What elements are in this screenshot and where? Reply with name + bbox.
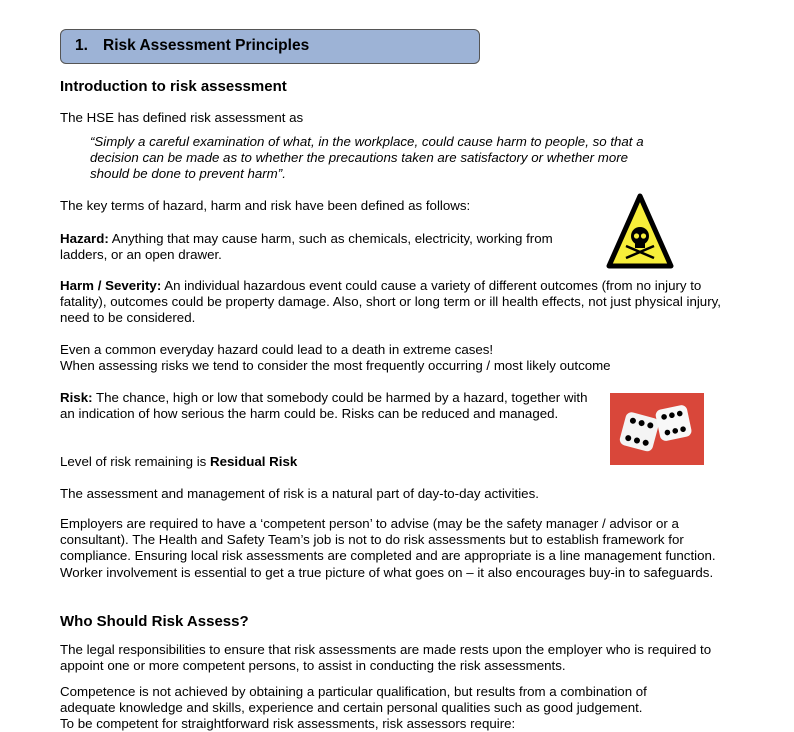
hazard-definition [60, 231, 590, 263]
risk-text: The chance, high or low that somebody could be harmed by a hazard, together with an indication of how serious the harm could be. Risks can be reduced and managed. [60, 390, 588, 422]
toxic-warning-icon [606, 192, 674, 272]
risk-definition [60, 390, 590, 422]
residual-bold: Residual Risk [210, 454, 298, 469]
competence-paragraph: Competence is not achieved by obtaining a particular qualification, but results from a combination of adequate knowledge and skills, experience and certain personal qualities such as good judgement. [60, 684, 647, 716]
harm-definition [60, 278, 740, 327]
natural-part: The assessment and management of risk is a natural part of day-to-day activities. [60, 486, 539, 501]
harm-text: An individual hazardous event could cause a variety of different outcomes (from no injury to fatality), outcomes could be property damage. Also, short or long term or ill health effects, not just physical injury, need to be considered. [60, 278, 721, 326]
hazard-label: Hazard: [60, 231, 109, 246]
competent-line: To be competent for straightforward risk assessments, risk assessors require: [60, 716, 516, 731]
even-line-2: When assessing risks we tend to consider the most frequently occurring / most likely outcome [60, 358, 611, 373]
section-header [60, 29, 480, 64]
section-title: Risk Assessment Principles [103, 37, 310, 54]
harm-label: Harm / Severity: [60, 278, 162, 293]
section-number: 1. [75, 37, 88, 54]
employers-paragraph: Employers are required to have a ‘competent person’ to advise (may be the safety manager / advisor or a consultant). The Health and Safety Team’s job is not to do risk assessments but to establish framework for compliance. Ensuring local risk assessments are completed and are appropriate is a line management function. Worker involvement is essential to get a true picture of what goes on – it also encourages buy-in to safeguards. [60, 516, 716, 580]
even-line-1: Even a common everyday hazard could lead to a death in extreme cases! [60, 342, 494, 357]
who-heading: Who Should Risk Assess? [60, 613, 249, 630]
legal-paragraph: The legal responsibilities to ensure that risk assessments are made rests upon the employer who is required to appoint one or more competent persons, to assist in conducting the risk assessments. [60, 642, 712, 674]
residual-risk-line [60, 454, 297, 470]
key-terms: The key terms of hazard, harm and risk have been defined as follows: [60, 198, 471, 213]
dice-image [610, 393, 704, 465]
hazard-text: Anything that may cause harm, such as chemicals, electricity, working from ladders, or an open drawer. [60, 231, 553, 263]
residual-lead: Level of risk remaining is [60, 454, 211, 469]
hse-lead: The HSE has defined risk assessment as [60, 110, 304, 125]
intro-heading: Introduction to risk assessment [60, 78, 287, 95]
risk-label: Risk: [60, 390, 93, 405]
hse-quote: “Simply a careful examination of what, in the workplace, could cause harm to people, so that a decision can be made as to whether the precautions taken are satisfactory or whether more should be done to prevent harm”. [90, 134, 644, 182]
